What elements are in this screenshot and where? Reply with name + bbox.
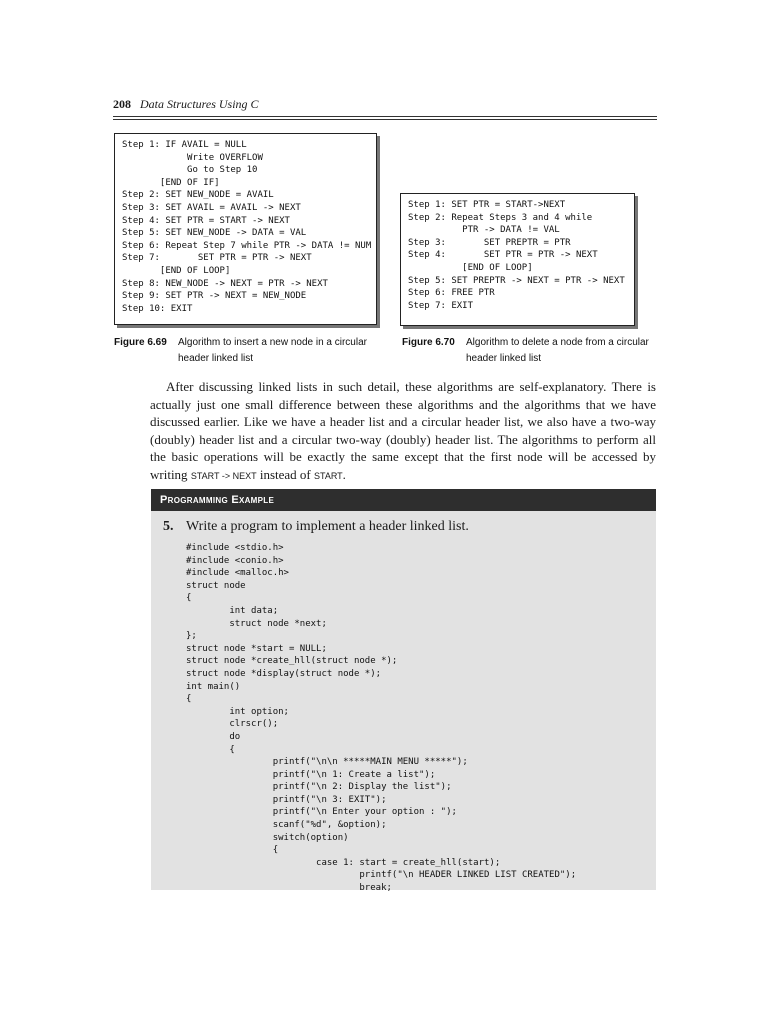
example-number: 5. <box>163 519 174 534</box>
insert-algorithm-box: Step 1: IF AVAIL = NULL Write OVERFLOW Go to Step 10 [END OF IF] Step 2: SET NEW_NODE = AVAIL Step 3: SET AVAIL = AVAIL -> NEXT Step 4: SET PTR = START -> NEXT Step 5: SET NEW_NODE -> DATA = VAL Step 6: Repeat Step 7 while PTR -> DATA != NUM Step 7: SET PTR = PTR -> NEXT [END OF LOOP] Step 8: NEW_NODE -> NEXT = PTR -> NEXT Step 9: SET PTR -> NEXT = NEW_NODE Step 10: EXIT <box>114 133 377 325</box>
figure-caption-text: Algorithm to insert a new node in a circular header linked list <box>178 337 367 364</box>
book-title: Data Structures Using C <box>140 97 259 111</box>
inline-code-start-next: START -> NEXT <box>190 470 257 481</box>
figure-6-70-caption <box>402 335 658 367</box>
paragraph-text: After discussing linked lists in such detail, these algorithms are self-explanatory. There is actually just one small difference between these algorithms and the algorithms that we have discussed earlier. Like we have a header list and a circular header list, we also have a two-way (doubly) header list and a circular two-way (doubly) header list. The algorithms to perform all the basic operations will be exactly the same except that the first node will be accessed by writing <box>150 379 656 482</box>
page-number: 208 <box>113 97 131 111</box>
header-rule <box>113 116 657 120</box>
running-header <box>113 97 259 112</box>
delete-algorithm-box: Step 1: SET PTR = START->NEXT Step 2: Repeat Steps 3 and 4 while PTR -> DATA != VAL Step 3: SET PREPTR = PTR Step 4: SET PTR = PTR -> NEXT [END OF LOOP] Step 5: SET PREPTR -> NEXT = PTR -> NEXT Step 6: FREE PTR Step 7: EXIT <box>400 193 635 326</box>
programming-example-header: Programming Example <box>151 489 656 511</box>
figure-label: Figure 6.70 <box>402 337 455 348</box>
body-paragraph <box>150 378 656 486</box>
example-code: #include <stdio.h> #include <conio.h> #include <malloc.h> struct node { int data; struct node *next; }; struct node *start = NULL; struct node *create_hll(struct node *); struct node *display(struct node *); int main() { int option; clrscr(); do { printf("\n\n *****MAIN MENU *****"); printf("\n 1: Create a list"); printf("\n 2: Display the list"); printf("\n 3: EXIT"); printf("\n Enter your option : "); scanf("%d", &option); switch(option) { case 1: start = create_hll(start); printf("\n HEADER LINKED LIST CREATED"); break; <box>186 543 577 894</box>
programming-example-body <box>151 511 656 894</box>
figure-label: Figure 6.69 <box>114 337 167 348</box>
paragraph-connector: instead of <box>259 466 311 482</box>
paragraph-period: . <box>342 466 346 482</box>
inline-code-start: START <box>313 470 343 481</box>
figure-caption-text: Algorithm to delete a node from a circular header linked list <box>466 337 649 364</box>
example-title: Write a program to implement a header linked list. <box>186 519 469 534</box>
figure-6-69-caption <box>114 335 374 367</box>
